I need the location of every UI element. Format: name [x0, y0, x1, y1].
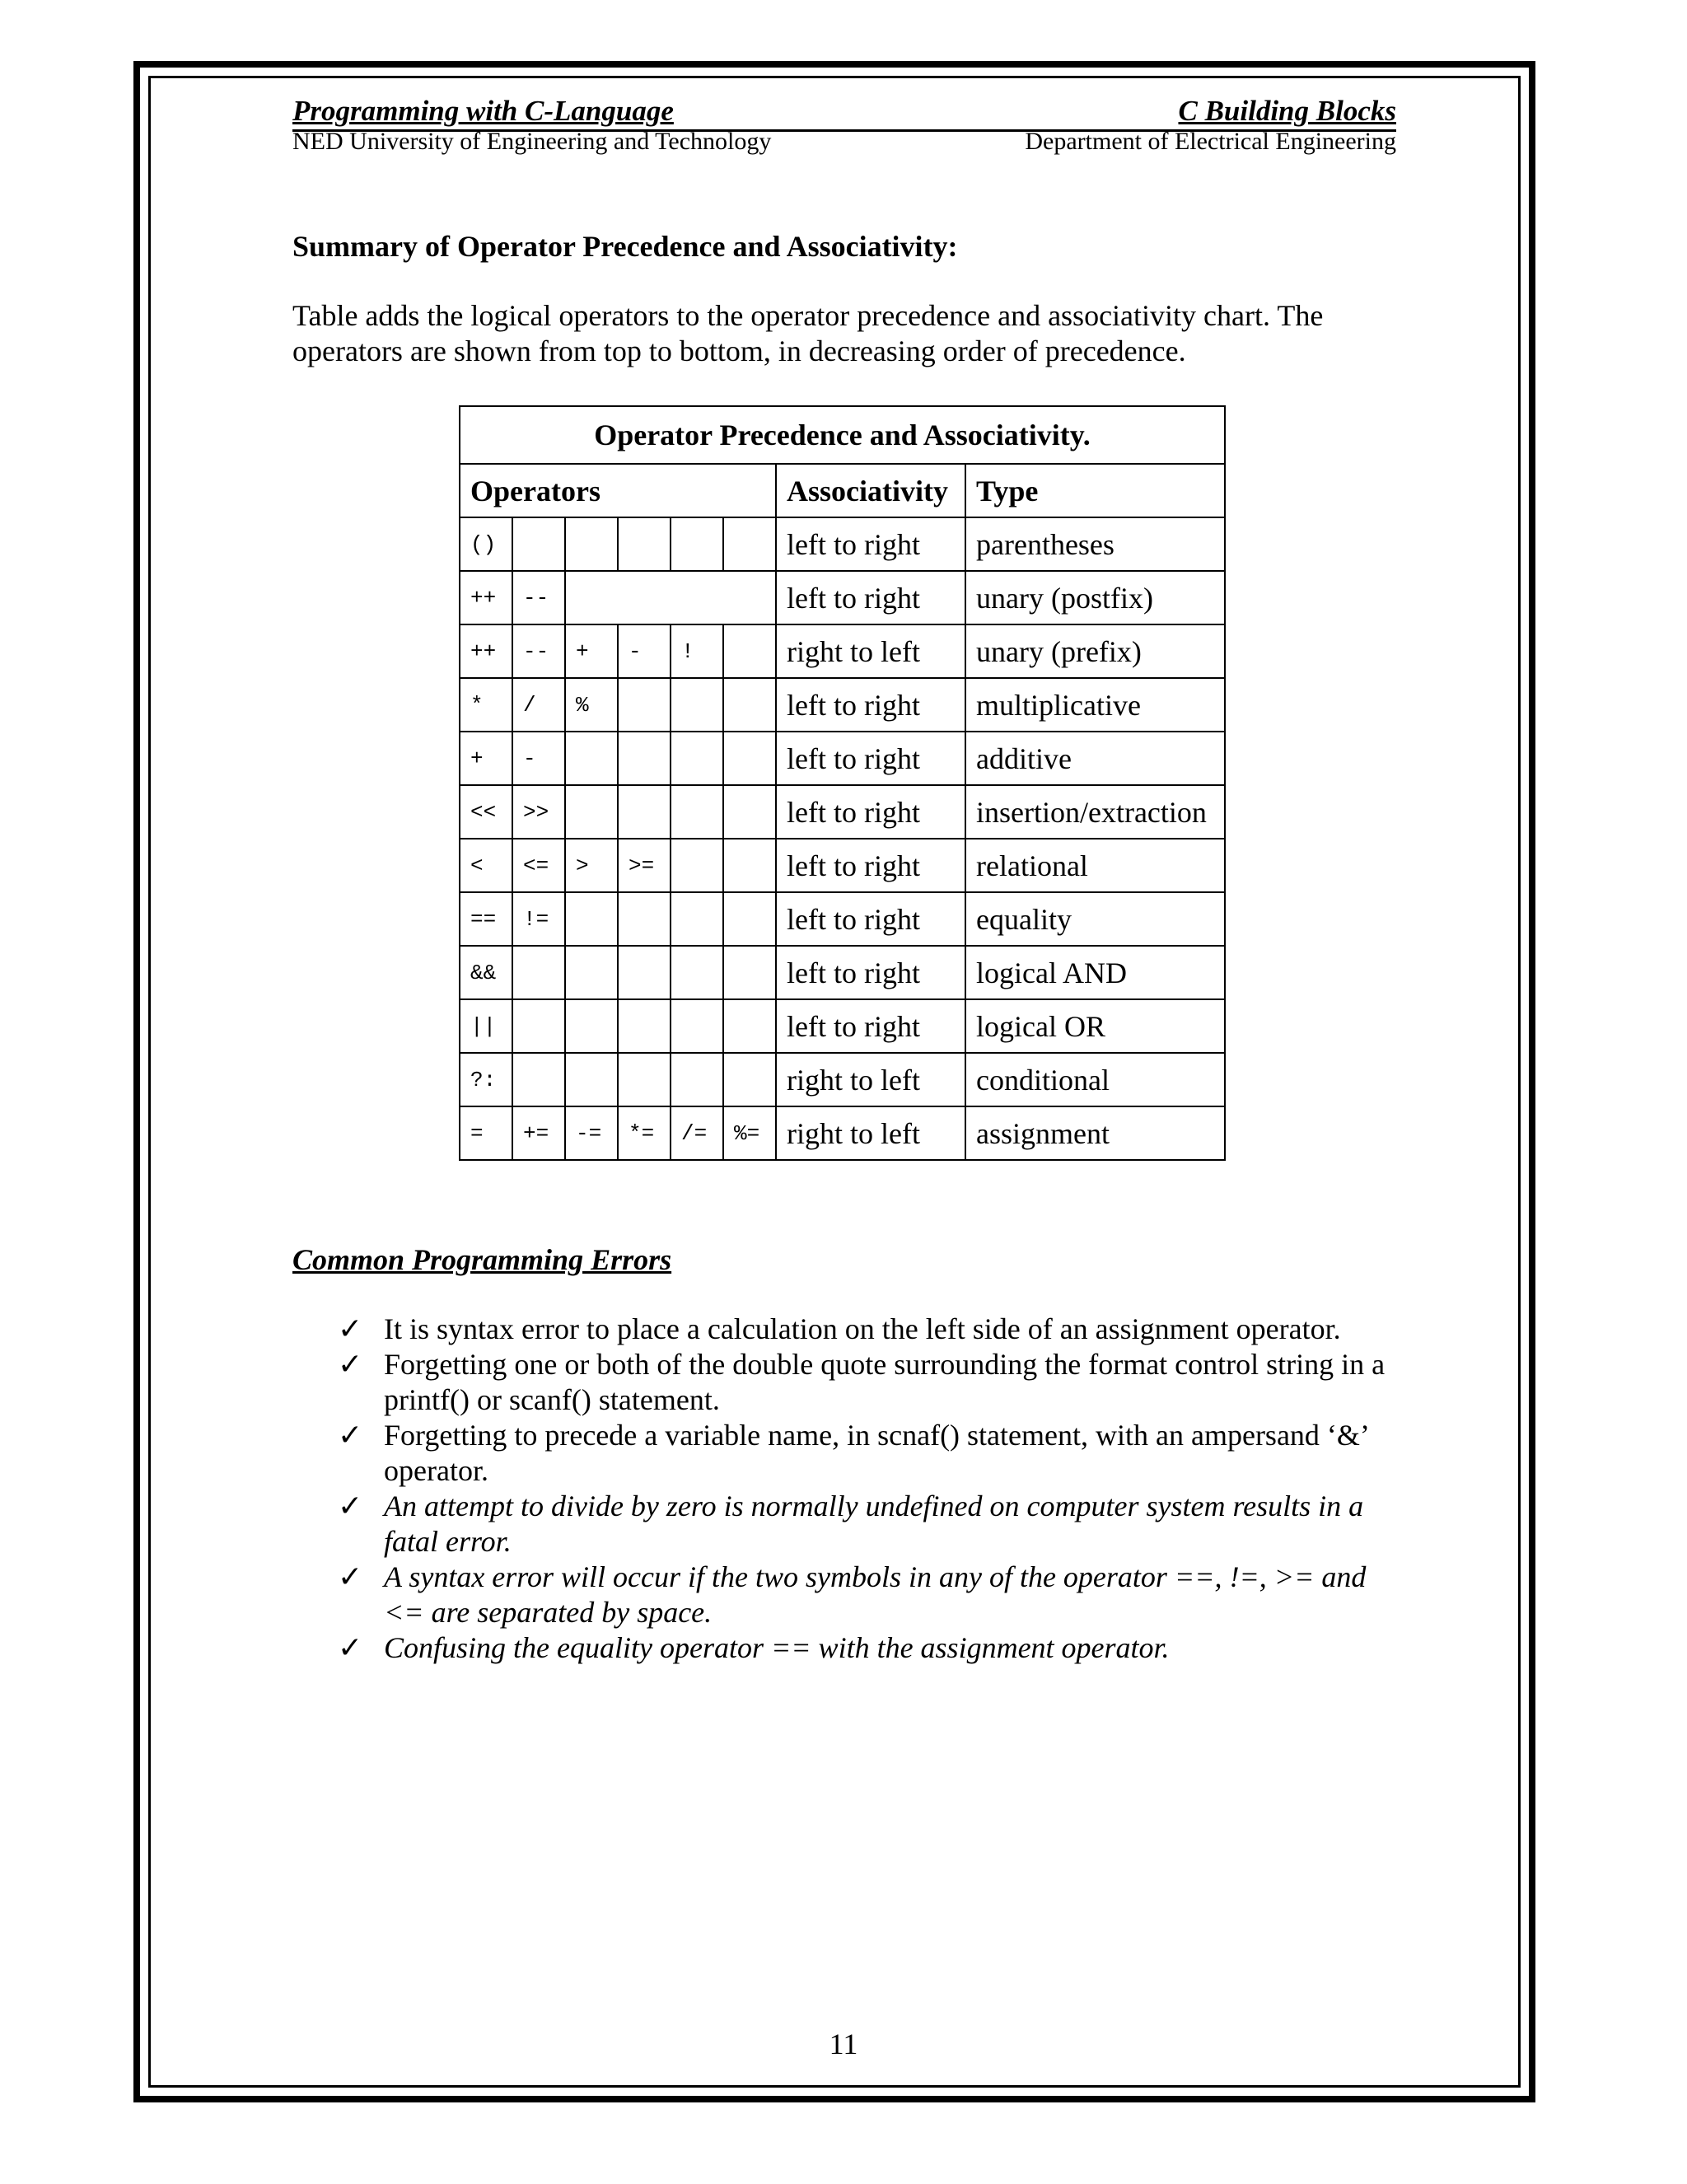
associativity-cell: left to right — [776, 946, 965, 999]
table-row — [460, 1106, 1225, 1160]
operator-cell: = — [460, 1106, 512, 1160]
operator-cell — [565, 946, 618, 999]
list-item — [338, 1489, 1409, 1560]
operator-cell: < — [460, 839, 512, 892]
operator-cell — [671, 1053, 723, 1106]
operator-cell — [565, 571, 776, 624]
operator-cell: * — [460, 678, 512, 732]
checkmark-icon: ✓ — [338, 1560, 363, 1593]
operator-cell: >> — [512, 785, 565, 839]
table-row — [460, 678, 1225, 732]
list-item — [338, 1630, 1409, 1666]
operator-cell: += — [512, 1106, 565, 1160]
operator-cell: () — [460, 517, 512, 571]
operator-cell: ! — [671, 624, 723, 678]
table-row — [460, 946, 1225, 999]
operator-cell — [723, 1053, 776, 1106]
list-item — [338, 1560, 1409, 1630]
table-caption: Operator Precedence and Associativity. — [460, 406, 1225, 464]
operator-cell — [723, 785, 776, 839]
operator-cell: <= — [512, 839, 565, 892]
checkmark-icon: ✓ — [338, 1631, 363, 1664]
table-row — [460, 785, 1225, 839]
associativity-cell: left to right — [776, 785, 965, 839]
precedence-table-body — [460, 517, 1225, 1160]
type-cell: insertion/extraction — [965, 785, 1225, 839]
table-row — [460, 624, 1225, 678]
associativity-cell: right to left — [776, 1106, 965, 1160]
operator-cell: ++ — [460, 571, 512, 624]
associativity-header: Associativity — [776, 464, 965, 517]
operator-cell — [671, 732, 723, 785]
checkmark-icon: ✓ — [338, 1490, 363, 1522]
operator-cell — [565, 1053, 618, 1106]
table-row — [460, 999, 1225, 1053]
operator-cell — [671, 678, 723, 732]
department-name: Department of Electrical Engineering — [1025, 128, 1396, 155]
errors-title: Common Programming Errors — [292, 1243, 672, 1276]
associativity-cell: right to left — [776, 1053, 965, 1106]
university-name: NED University of Engineering and Technology — [292, 128, 772, 155]
type-cell: multiplicative — [965, 678, 1225, 732]
table-row — [460, 1053, 1225, 1106]
list-item — [338, 1312, 1409, 1347]
precedence-table — [459, 405, 1226, 1161]
checkmark-icon: ✓ — [338, 1312, 363, 1345]
operator-cell — [723, 946, 776, 999]
operator-cell: == — [460, 892, 512, 946]
type-cell: unary (postfix) — [965, 571, 1225, 624]
intro-paragraph: Table adds the logical operators to the operator precedence and associativity chart. The operators are shown from top to bottom, in decreasing order of precedence. — [292, 299, 1324, 367]
type-header: Type — [965, 464, 1225, 517]
errors-list — [338, 1312, 1409, 1666]
operator-cell: -- — [512, 571, 565, 624]
operator-cell — [618, 732, 671, 785]
type-cell: parentheses — [965, 517, 1225, 571]
operator-cell — [618, 785, 671, 839]
checkmark-icon: ✓ — [338, 1348, 363, 1381]
running-subheader — [292, 128, 1396, 157]
operator-cell — [512, 1053, 565, 1106]
associativity-cell: left to right — [776, 892, 965, 946]
operator-cell — [512, 517, 565, 571]
operator-cell: - — [512, 732, 565, 785]
operator-cell — [723, 732, 776, 785]
operator-cell — [512, 999, 565, 1053]
operator-cell: - — [618, 624, 671, 678]
operator-cell — [671, 785, 723, 839]
running-header — [292, 95, 1396, 132]
operators-header: Operators — [460, 464, 776, 517]
table-row — [460, 892, 1225, 946]
operator-cell — [723, 517, 776, 571]
operator-cell — [671, 839, 723, 892]
associativity-cell: right to left — [776, 624, 965, 678]
operator-cell — [618, 678, 671, 732]
table-row — [460, 839, 1225, 892]
operator-cell: << — [460, 785, 512, 839]
operator-cell — [618, 1053, 671, 1106]
operator-cell — [723, 678, 776, 732]
type-cell: relational — [965, 839, 1225, 892]
table-row — [460, 732, 1225, 785]
operator-cell: ?: — [460, 1053, 512, 1106]
list-item — [338, 1347, 1409, 1418]
operator-cell — [671, 946, 723, 999]
operator-cell: + — [565, 624, 618, 678]
checkmark-icon: ✓ — [338, 1419, 363, 1452]
operator-cell — [565, 785, 618, 839]
operator-cell — [512, 946, 565, 999]
type-cell: logical AND — [965, 946, 1225, 999]
error-text: It is syntax error to place a calculation on the left side of an assignment operator. — [384, 1312, 1341, 1345]
operator-cell: /= — [671, 1106, 723, 1160]
associativity-cell: left to right — [776, 732, 965, 785]
operator-cell — [723, 892, 776, 946]
operator-cell — [618, 892, 671, 946]
operator-cell: > — [565, 839, 618, 892]
operator-cell — [565, 999, 618, 1053]
associativity-cell: left to right — [776, 678, 965, 732]
operator-cell: -- — [512, 624, 565, 678]
type-cell: equality — [965, 892, 1225, 946]
chapter-title: C Building Blocks — [1178, 95, 1396, 127]
operator-cell: % — [565, 678, 618, 732]
operator-cell — [671, 517, 723, 571]
operator-cell — [723, 624, 776, 678]
error-text: Forgetting one or both of the double quote surrounding the format control string in a printf() or scanf() statement. — [384, 1348, 1386, 1416]
operator-cell: %= — [723, 1106, 776, 1160]
error-text: Forgetting to precede a variable name, in scnaf() statement, with an ampersand ‘&’ operator. — [384, 1419, 1368, 1487]
type-cell: unary (prefix) — [965, 624, 1225, 678]
error-text: An attempt to divide by zero is normally undefined on computer system results in a fatal error. — [384, 1490, 1364, 1558]
operator-cell: -= — [565, 1106, 618, 1160]
list-item — [338, 1418, 1409, 1489]
error-text: Confusing the equality operator == with the assignment operator. — [384, 1631, 1170, 1664]
operator-cell: *= — [618, 1106, 671, 1160]
type-cell: logical OR — [965, 999, 1225, 1053]
type-cell: conditional — [965, 1053, 1225, 1106]
operator-cell: >= — [618, 839, 671, 892]
operator-cell — [618, 946, 671, 999]
operator-cell — [565, 517, 618, 571]
associativity-cell: left to right — [776, 571, 965, 624]
operator-cell — [723, 999, 776, 1053]
operator-cell — [565, 892, 618, 946]
operator-cell — [671, 999, 723, 1053]
type-cell: additive — [965, 732, 1225, 785]
course-title: Programming with C-Language — [292, 95, 674, 127]
operator-cell: || — [460, 999, 512, 1053]
operator-cell — [671, 892, 723, 946]
operator-cell — [618, 999, 671, 1053]
section-title: Summary of Operator Precedence and Associativity: — [292, 230, 958, 263]
operator-cell: ++ — [460, 624, 512, 678]
operator-cell: && — [460, 946, 512, 999]
page-number: 11 — [829, 2027, 858, 2060]
error-text: A syntax error will occur if the two symbols in any of the operator ==, !=, >= and <= are separated by space. — [384, 1560, 1367, 1629]
operator-cell — [723, 839, 776, 892]
table-row — [460, 571, 1225, 624]
associativity-cell: left to right — [776, 999, 965, 1053]
associativity-cell: left to right — [776, 517, 965, 571]
operator-cell: != — [512, 892, 565, 946]
associativity-cell: left to right — [776, 839, 965, 892]
operator-cell — [565, 732, 618, 785]
operator-cell: + — [460, 732, 512, 785]
operator-cell: / — [512, 678, 565, 732]
type-cell: assignment — [965, 1106, 1225, 1160]
table-row — [460, 517, 1225, 571]
operator-cell — [618, 517, 671, 571]
